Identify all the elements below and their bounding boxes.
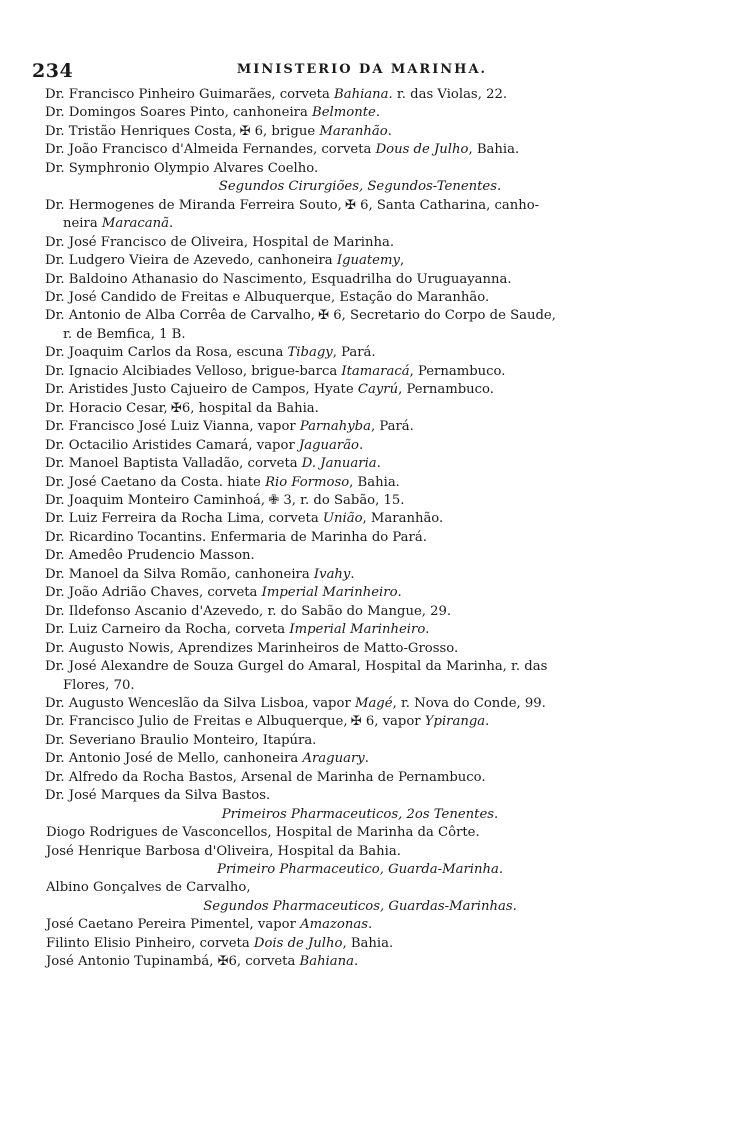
list-item <box>30 252 690 270</box>
list-item <box>30 510 690 528</box>
list-item <box>30 529 690 547</box>
entry-text: Dr. Manoel Baptista Valladão, corveta <box>45 456 302 472</box>
list-item <box>30 658 690 695</box>
list-item <box>30 455 690 473</box>
entry-text: Dr. José Caetano da Costa. hiate <box>45 474 266 490</box>
vessel-name: Dois de Julho <box>253 935 343 951</box>
entry-text-cont: 6, hospital da Bahia. <box>181 400 319 416</box>
entry-text-tail: , Pernambuco. <box>398 382 494 398</box>
vessel-name: D. Januaria <box>301 456 377 472</box>
entry-text-tail: , Pará. <box>370 419 414 435</box>
section-heading-text: Segundos Cirurgiões, Segundos-Tenentes. <box>218 179 502 195</box>
entry-text: Dr. Horacio Cesar, <box>45 400 172 416</box>
entry-text: Dr. Ludgero Vieira de Azevedo, canhoneira <box>45 253 337 269</box>
list-item <box>30 289 690 307</box>
entry-text-tail: . <box>169 216 174 232</box>
entry-text: Dr. Severiano Braulio Monteiro, Itapúra. <box>45 732 317 748</box>
entry-text: Dr. Joaquim Carlos da Rosa, escuna <box>45 345 288 361</box>
entry-text: José Henrique Barbosa d'Oliveira, Hospital da Bahia. <box>46 843 401 859</box>
vessel-name: Imperial Marinheiro <box>261 585 398 601</box>
vessel-name: Bahiana <box>299 954 354 970</box>
list-item <box>30 750 690 768</box>
list-item <box>30 547 690 565</box>
list-item <box>30 732 690 750</box>
vessel-name: Amazonas <box>300 917 368 933</box>
list-item <box>30 160 690 178</box>
list-item <box>30 400 690 418</box>
section-heading <box>30 178 690 196</box>
entry-text: Dr. João Adrião Chaves, corveta <box>45 585 262 601</box>
vessel-name: Araguary <box>302 751 365 767</box>
entry-text-cont: 6, brigue <box>250 123 320 139</box>
entry-text: Filinto Elisio Pinheiro, corveta <box>46 935 254 951</box>
entry-text-tail: , Pernambuco. <box>409 363 506 379</box>
entry-text: Dr. Augusto Nowis, Aprendizes Marinheiros de Matto-Grosso. <box>45 640 459 656</box>
list-item <box>30 474 690 492</box>
entry-text: Dr. Luiz Carneiro da Rocha, corveta <box>45 622 290 638</box>
decoration-symbol: ✠ <box>318 308 330 324</box>
list-item <box>30 307 690 344</box>
entry-text-tail: . <box>485 714 490 730</box>
entry-text: Dr. Joaquim Monteiro Caminhoá, <box>45 492 270 508</box>
list-item <box>30 141 690 159</box>
entry-text: Dr. Aristides Justo Cajueiro de Campos, Hyate <box>45 382 358 398</box>
entry-text-tail: . <box>375 105 381 121</box>
section-heading <box>30 861 690 879</box>
entry-text-tail: . r. das Violas, 22. <box>388 87 508 102</box>
decoration-symbol: ✠ <box>239 123 251 139</box>
entry-text-cont: 6, Secretario do Corpo de Saude, <box>329 308 556 324</box>
list-item <box>30 492 690 510</box>
vessel-name: Iguatemy <box>336 253 400 269</box>
vessel-name: Maranhão <box>319 123 388 139</box>
list-item <box>30 437 690 455</box>
section-heading <box>30 806 690 824</box>
list-item <box>30 713 690 731</box>
entry-text-tail: . <box>359 437 364 453</box>
entry-text: Dr. Tristão Henriques Costa, <box>45 123 241 139</box>
section-heading <box>30 898 690 916</box>
entry-text-tail: . <box>397 585 402 601</box>
entry-text: Dr. Symphronio Olympio Alvares Coelho. <box>45 160 319 176</box>
running-title: MINISTERIO DA MARINHA. <box>236 62 488 77</box>
entry-text-tail: . <box>364 751 369 767</box>
entry-text: Dr. João Francisco d'Almeida Fernandes, corveta <box>45 142 376 158</box>
vessel-name: União <box>322 511 363 527</box>
list-item <box>30 640 690 658</box>
section-heading-text: Primeiros Pharmaceuticos, 2os Tenentes. <box>221 806 499 822</box>
list-item <box>30 271 690 289</box>
vessel-name: Maracanã <box>101 216 170 232</box>
vessel-name: Parnahyba <box>299 419 371 435</box>
entry-text: Dr. Hermogenes de Miranda Ferreira Souto, <box>45 197 346 213</box>
entry-text: Dr. Baldoino Athanasio do Nascimento, Esquadrilha do Uruguayanna. <box>45 271 512 287</box>
page-header <box>32 60 692 82</box>
decoration-symbol: ✠ <box>350 714 362 730</box>
list-item <box>30 86 690 104</box>
list-item <box>30 953 690 971</box>
list-item <box>30 695 690 713</box>
entry-text-tail: . <box>354 954 359 970</box>
entry-text: Dr. Octacilio Aristides Camará, vapor <box>45 437 299 453</box>
entry-text-cont: 6, vapor <box>361 714 425 730</box>
entry-text: Dr. Francisco Julio de Freitas e Albuquerque, <box>45 714 352 730</box>
entry-text: José Caetano Pereira Pimentel, vapor <box>46 917 301 933</box>
list-item <box>30 935 690 953</box>
entry-text: Dr. José Alexandre de Souza Gurgel do Amaral, Hospital da Marinha, r. das <box>45 659 548 675</box>
entry-text: Dr. José Francisco de Oliveira, Hospital de Marinha. <box>45 234 395 250</box>
decoration-symbol: ✠ <box>217 954 229 970</box>
list-item <box>30 344 690 362</box>
list-item <box>30 234 690 252</box>
vessel-name: Ivahy <box>313 566 351 582</box>
list-item <box>30 197 690 234</box>
entry-text: Albino Gonçalves de Carvalho, <box>46 880 251 896</box>
entry-text-tail: , <box>399 253 405 269</box>
list-item <box>30 879 690 897</box>
entry-text: Dr. Amedêo Prudencio Masson. <box>45 548 255 564</box>
entry-text: Dr. Francisco Pinheiro Guimarães, corveta <box>45 87 335 102</box>
list-item <box>30 381 690 399</box>
list-item <box>30 787 690 805</box>
entry-text-tail: , Bahia. <box>342 935 394 951</box>
entry-continuation <box>46 677 690 695</box>
entry-text: Dr. Domingos Soares Pinto, canhoneira <box>45 105 313 121</box>
document-body <box>30 86 690 972</box>
entry-text-tail: . <box>425 622 430 638</box>
entry-text-tail: . <box>387 123 392 139</box>
vessel-name: Imperial Marinheiro <box>289 622 426 638</box>
vessel-name: Ypiranga <box>424 714 486 730</box>
entry-continuation <box>46 215 690 233</box>
list-item <box>30 603 690 621</box>
entry-text: Dr. Luiz Ferreira da Rocha Lima, corveta <box>45 511 323 527</box>
entry-text-cont: 3, r. do Sabão, 15. <box>279 492 405 508</box>
entry-continuation-text: neira <box>63 216 102 232</box>
list-item <box>30 824 690 842</box>
entry-text: José Antonio Tupinambá, <box>46 954 218 970</box>
list-item <box>30 916 690 934</box>
list-item <box>30 843 690 861</box>
entry-continuation <box>46 326 690 344</box>
list-item <box>30 418 690 436</box>
section-heading-text: Primeiro Pharmaceutico, Guarda-Marinha. <box>216 862 504 878</box>
entry-text: Dr. José Candido de Freitas e Albuquerque, Estação do Maranhão. <box>45 289 490 305</box>
decoration-symbol: ✠ <box>345 197 356 213</box>
entry-text: Dr. José Marques da Silva Bastos. <box>45 788 271 804</box>
entry-text: Dr. Augusto Wenceslão da Silva Lisboa, vapor <box>45 695 355 711</box>
list-item <box>30 104 690 122</box>
entry-text-cont: 6, Santa Catharina, canho- <box>355 197 540 213</box>
list-item <box>30 621 690 639</box>
entry-text: Diogo Rodrigues de Vasconcellos, Hospital de Marinha da Côrte. <box>46 825 480 841</box>
list-item <box>30 566 690 584</box>
entry-text-cont: 6, corveta <box>228 954 300 970</box>
vessel-name: Tibagy <box>287 345 333 361</box>
section-heading-text: Segundos Pharmaceuticos, Guardas-Marinhas. <box>203 898 517 914</box>
entry-text-tail: , Pará. <box>332 345 376 361</box>
entry-text-tail: , Bahia. <box>349 474 400 490</box>
vessel-name: Bahiana <box>334 87 389 102</box>
vessel-name: Belmonte <box>312 105 376 121</box>
vessel-name: Cayrú <box>357 382 399 398</box>
entry-continuation-text: r. de Bemfica, 1 B. <box>63 326 186 342</box>
entry-text-tail: . <box>376 456 381 472</box>
entry-text-tail: . <box>368 917 373 933</box>
entry-text: Dr. Antonio de Alba Corrêa de Carvalho, <box>45 308 320 324</box>
vessel-name: Rio Formoso <box>265 474 350 490</box>
entry-text: Dr. Ricardino Tocantins. Enfermaria de Marinha do Pará. <box>45 529 427 545</box>
page-number: 234 <box>32 60 74 82</box>
vessel-name: Dous de Julho <box>375 142 469 158</box>
list-item <box>30 769 690 787</box>
vessel-name: Magé <box>354 695 393 711</box>
vessel-name: Jaguarão <box>298 437 359 453</box>
entry-text: Dr. Francisco José Luiz Vianna, vapor <box>45 419 300 435</box>
entry-text: Dr. Manoel da Silva Romão, canhoneira <box>45 566 314 582</box>
entry-text-tail: , Maranhão. <box>362 511 444 527</box>
entry-text: Dr. Alfredo da Rocha Bastos, Arsenal de Marinha de Pernambuco. <box>45 769 486 785</box>
entry-text: Dr. Antonio José de Mello, canhoneira <box>45 751 303 767</box>
decoration-symbol: ✙ <box>268 492 280 508</box>
entry-text: Dr. Ildefonso Ascanio d'Azevedo, r. do Sabão do Mangue, 29. <box>45 603 452 619</box>
vessel-name: Itamaracá <box>341 363 410 379</box>
entry-text-tail: . <box>350 566 355 582</box>
list-item <box>30 123 690 141</box>
decoration-symbol: ✠ <box>170 400 182 416</box>
entry-text-tail: , r. Nova do Conde, 99. <box>392 695 546 711</box>
entry-continuation-text: Flores, 70. <box>63 677 135 693</box>
entry-text: Dr. Ignacio Alcibiades Velloso, brigue-barca <box>45 363 342 379</box>
list-item <box>30 584 690 602</box>
list-item <box>30 363 690 381</box>
entry-text-tail: , Bahia. <box>468 142 520 158</box>
